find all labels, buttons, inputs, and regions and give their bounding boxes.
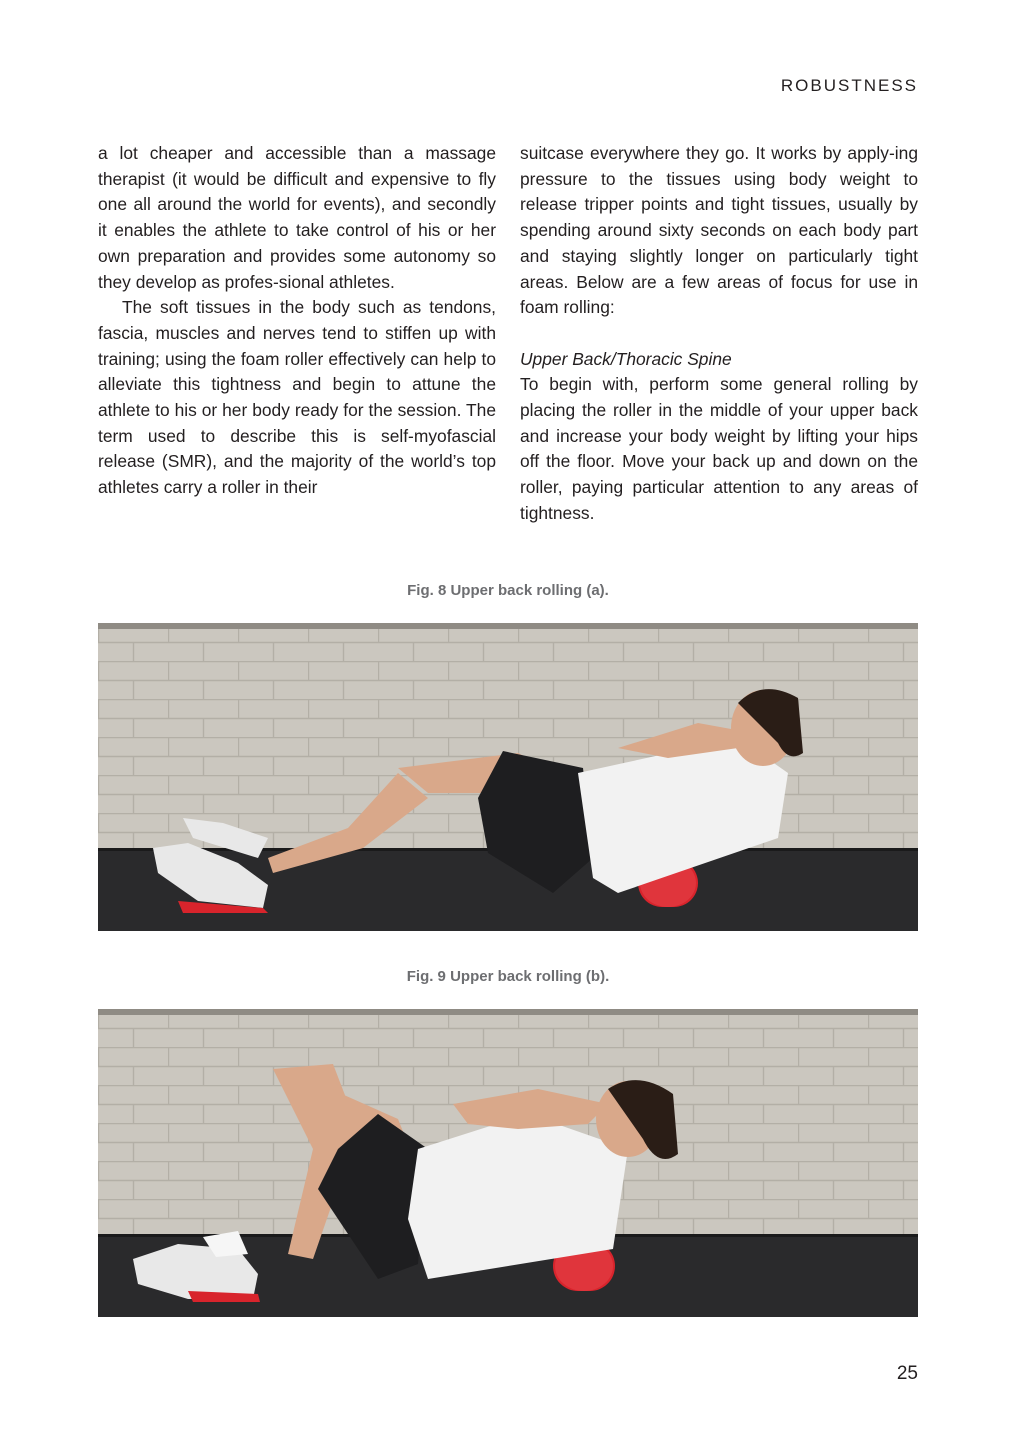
left-text-column [98,141,496,501]
paragraph: The soft tissues in the body such as tendons, fascia, muscles and nerves tend to stiffen up with training; using the foam roller effectively can help to alleviate this tightness and begin to attune the athlete to his or her body ready for the session. The term used to describe this is self-myofascial release (SMR), and the majority of the world’s top athletes carry a roller in their [98,297,496,498]
paragraph: suitcase everywhere they go. It works by apply-ing pressure to the tissues using body weight to release tripper points and tight tissues, usually by spending around sixty seconds on each body part and staying slightly longer on particularly tight areas. Below are a few areas of focus for use in foam rolling: [520,143,918,318]
figure-caption: Fig. 8 Upper back rolling (a). [407,582,609,599]
figure-photo-upper-back-rolling-a [98,623,918,931]
paragraph: To begin with, perform some general rolling by placing the roller in the middle of your upper back and increase your body weight by lifting your hips off the floor. Move your back up and down on the roller, paying particular attention to any areas of tightness. [520,374,918,523]
page-number: 25 [896,1363,918,1384]
paragraph: a lot cheaper and accessible than a massage therapist (it would be difficult and expensive to fly one all around the world for events), and secondly it enables the athlete to take control of his or her own preparation and provides some autonomy so they develop as profes-sional athletes. [98,143,496,292]
running-header: ROBUSTNESS [780,76,918,95]
right-text-column [520,141,918,527]
figure-caption: Fig. 9 Upper back rolling (b). [406,968,610,985]
figure-photo-upper-back-rolling-b [98,1009,918,1317]
section-subheading: Upper Back/Thoracic Spine [520,348,732,369]
